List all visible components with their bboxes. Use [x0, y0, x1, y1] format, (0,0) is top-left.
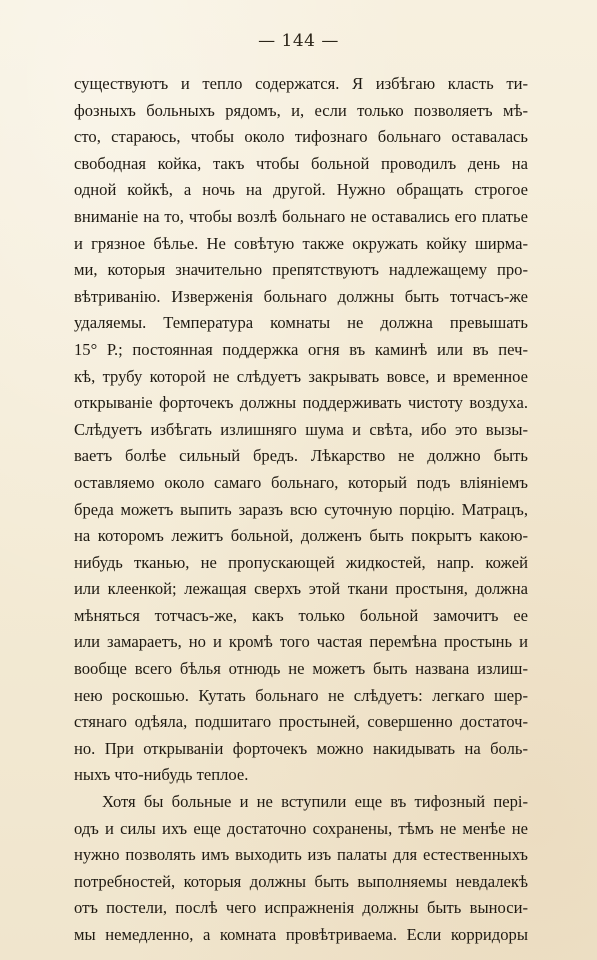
text-line: оставляемо около самаго больнаго, который подъ вліяніемъ [74, 472, 528, 492]
text-line: но. При открываніи форточекъ можно накидывать на боль- [74, 738, 528, 758]
text-line: вниманіе на то, чтобы возлѣ больнаго не оставались его платье [74, 206, 528, 226]
body-text [74, 71, 528, 949]
text-line: одъ и силы ихъ еще достаточно сохранены, тѣмъ не менѣе не [74, 818, 528, 838]
text-line: одной койкѣ, а ночь на другой. Нужно обращать строгое [74, 180, 528, 200]
text-line: нибудь тканью, не пропускающей жидкостей, напр. кожей [74, 552, 528, 572]
text-line: или клеенкой; лежащая сверхъ этой ткани простыня, должна [74, 579, 528, 599]
text-line: стянаго одѣяла, подшитаго простыней, совершенно достаточ- [74, 712, 528, 732]
text-line: существуютъ и тепло содержатся. Я избѣгаю класть ти- [74, 74, 528, 93]
text-line: ми, которыя значительно препятствуютъ надлежащему про- [74, 260, 528, 280]
text-line: 15° Р.; постоянная поддержка огня въ каминѣ или въ печ- [74, 339, 528, 359]
text-line: мѣняться тотчасъ-же, какъ только больной замочитъ ее [74, 605, 528, 625]
text-line: свободная койка, такъ чтобы больной проводилъ день на [74, 153, 528, 173]
text-line: бреда можетъ выпить заразъ всю суточную порцію. Матрацъ, [74, 499, 528, 519]
page-number: — 144 — [258, 31, 339, 51]
text-line: сто, стараюсь, чтобы около тифознаго больнаго оставалась [74, 127, 528, 147]
text-line: на которомъ лежитъ больной, долженъ быть покрытъ какою- [74, 526, 528, 546]
paragraph-first-line: Хотя бы больные и не вступили еще въ тифозный пері- [102, 792, 528, 812]
text-line: или замараетъ, но и кромѣ того частая перемѣна простынь и [74, 632, 528, 652]
text-line: фозныхъ больныхъ рядомъ, и, если только позволяетъ мѣ- [74, 100, 528, 120]
text-line: кѣ, трубу которой не слѣдуетъ закрывать вовсе, и временное [74, 366, 528, 386]
text-line: нею роскошью. Кутать больнаго не слѣдуетъ: легкаго шер- [74, 685, 528, 705]
paragraph-last-line: ныхъ что-нибудь теплое. [74, 765, 249, 785]
text-line: потребностей, которыя должны быть выполняемы невдалекѣ [74, 871, 528, 891]
text-line: ваетъ болѣе сильный бредъ. Лѣкарство не должно быть [74, 446, 528, 466]
text-line: удаляемы. Температура комнаты не должна превышать [74, 313, 528, 333]
text-line: нужно позволять имъ выходить изъ палаты для естественныхъ [74, 845, 528, 865]
text-line: отъ постели, послѣ чего испражненія должны быть выноси- [74, 898, 528, 918]
text-line: мы немедленно, а комната провѣтриваема. Если корридоры [74, 925, 528, 944]
text-line: вообще всего бѣлья отнюдь не можетъ быть названа излиш- [74, 659, 528, 679]
text-line: Слѣдуетъ избѣгать излишняго шума и свѣта, ибо это вызы- [74, 419, 528, 439]
text-line: и грязное бѣлье. Не совѣтую также окружать койку ширма- [74, 233, 528, 253]
text-line: вѣтриванію. Изверженія больнаго должны быть тотчасъ-же [74, 286, 528, 306]
text-line: открываніе форточекъ должны поддерживать чистоту воздуха. [74, 393, 528, 413]
